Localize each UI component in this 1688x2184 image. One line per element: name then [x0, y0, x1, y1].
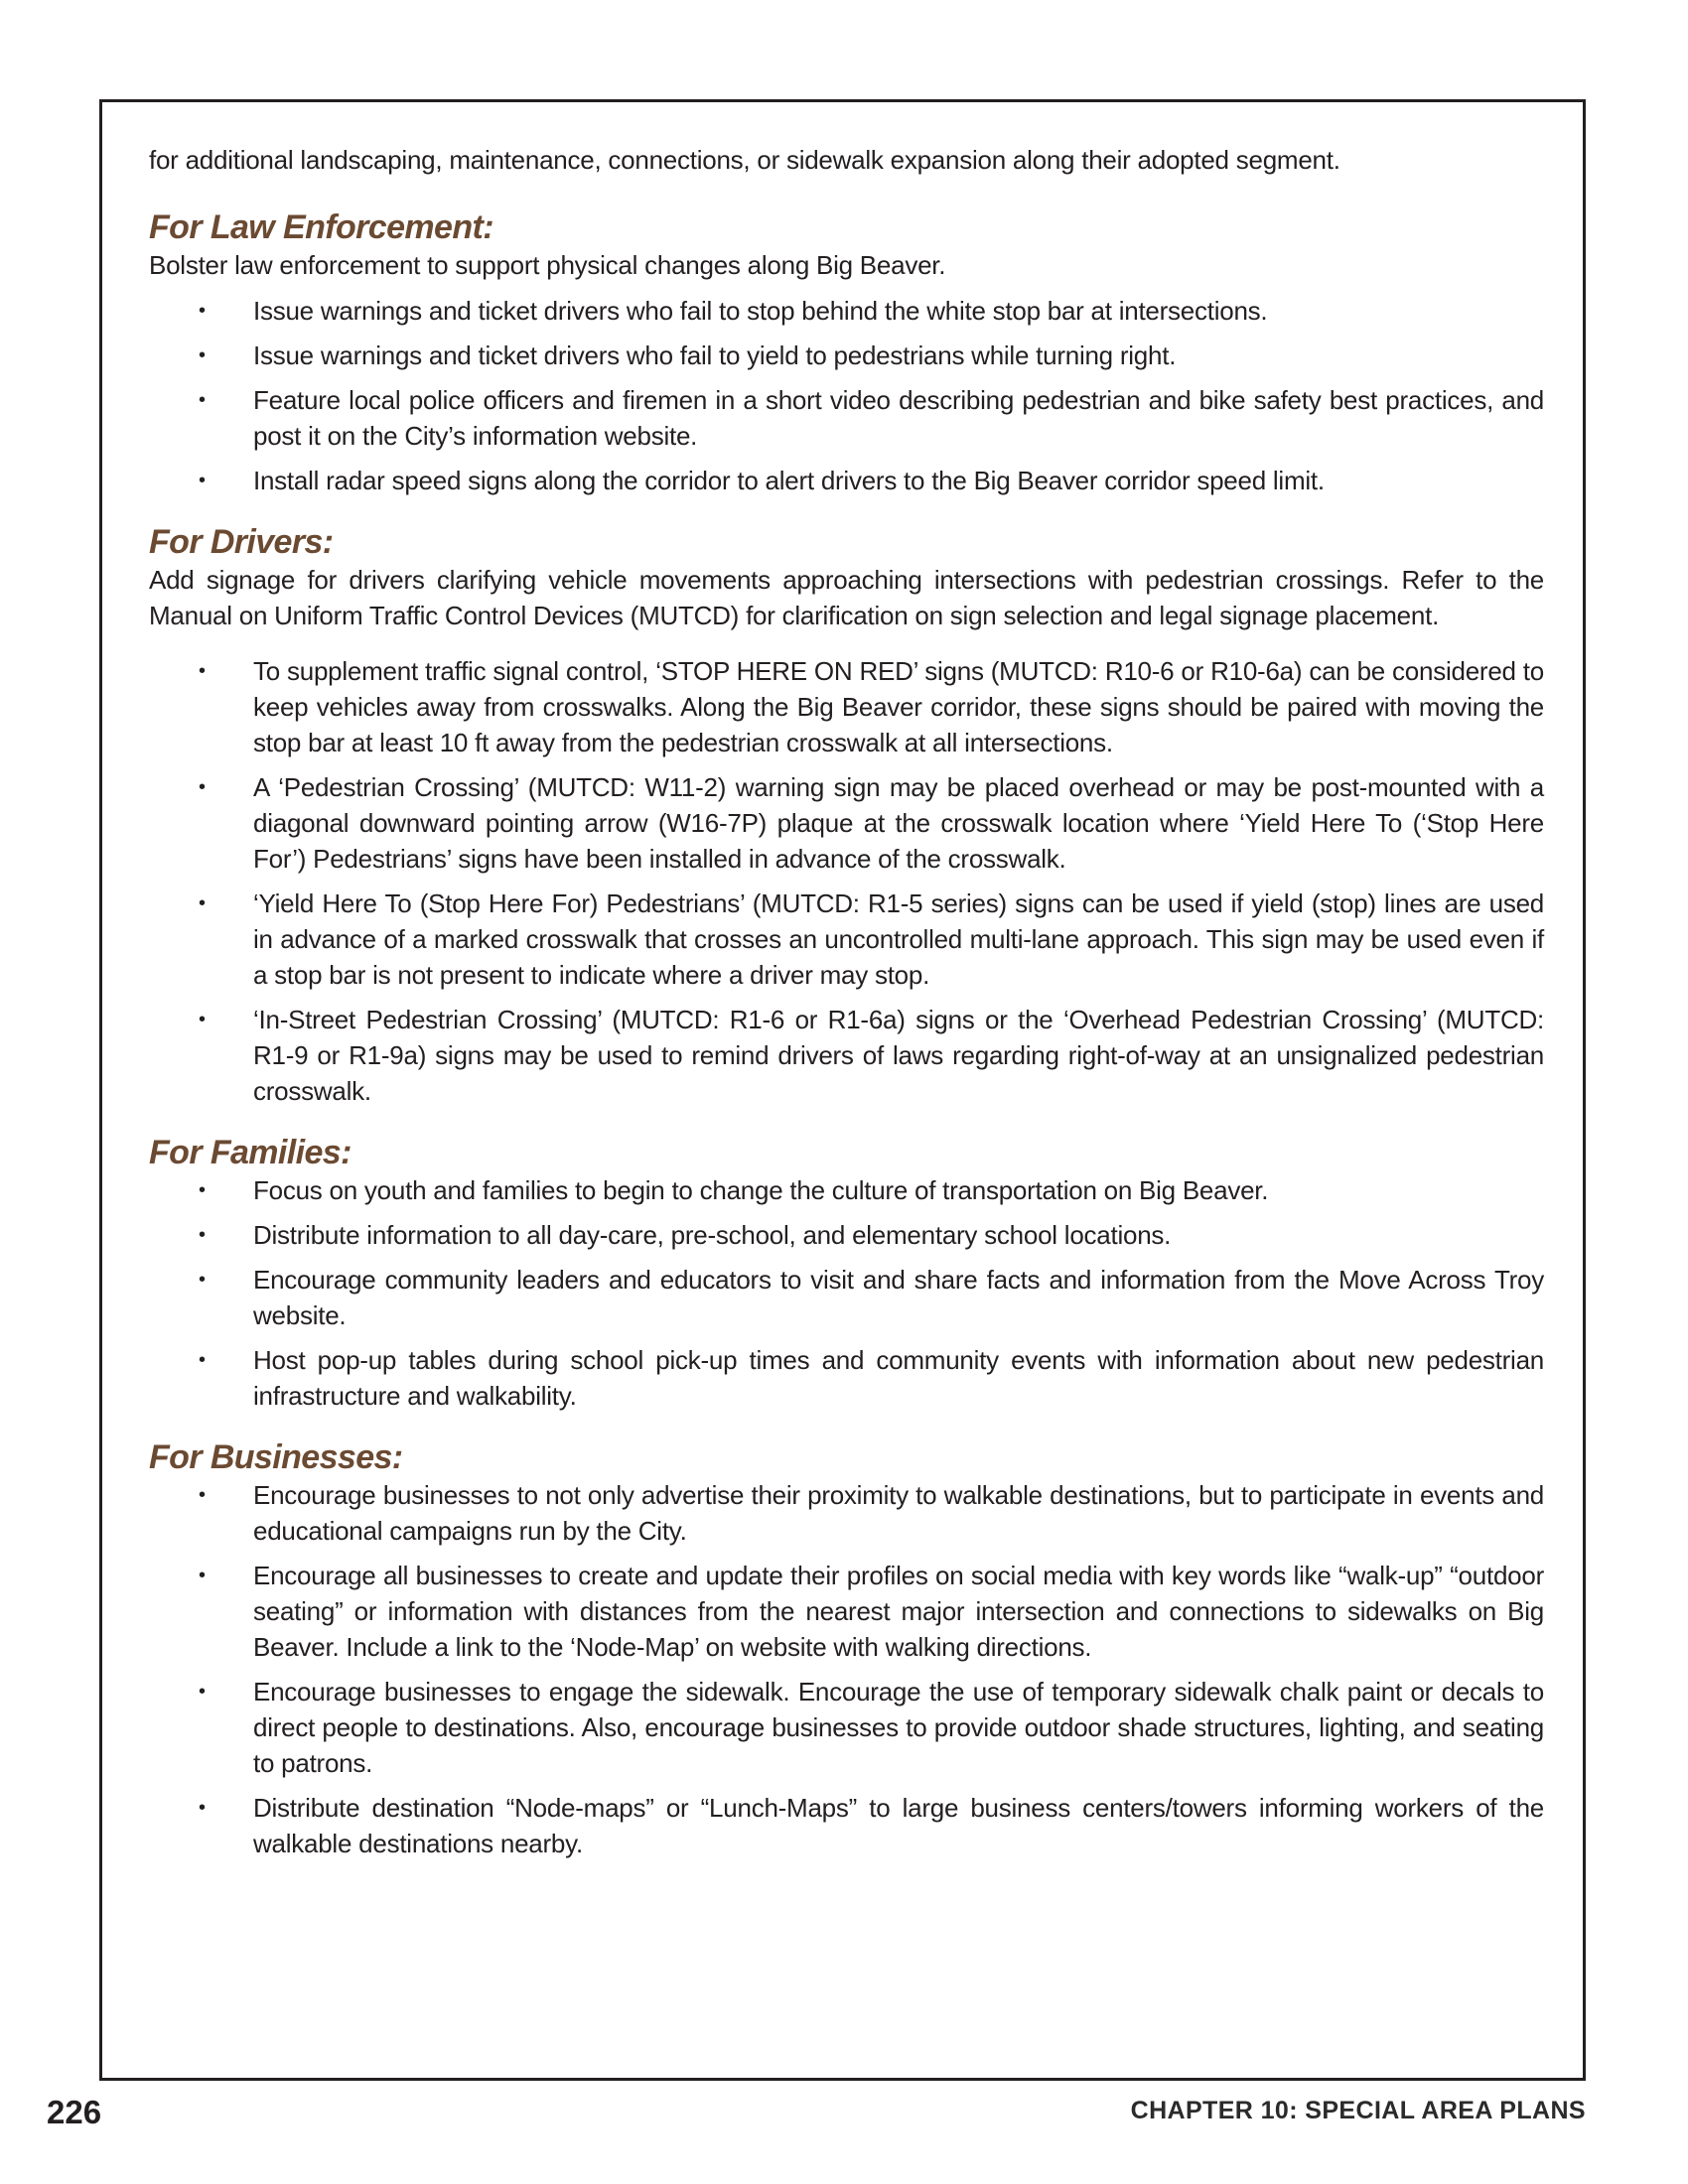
bullet-icon: •	[199, 1179, 206, 1201]
list-item: • Install radar speed signs along the corridor to alert drivers to the Big Beaver corridor speed limit.	[149, 463, 1544, 498]
list-item: • Feature local police officers and firemen in a short video describing pedestrian and bike safety best practices, and post it on the City’s information website.	[149, 382, 1544, 454]
families-list	[149, 1172, 1544, 1414]
list-item: • To supplement traffic signal control, ‘STOP HERE ON RED’ signs (MUTCD: R10-6 or R10-6a) can be considered to keep vehicles away from crosswalks. Along the Big Beaver corridor, these signs should be paired with moving the stop bar at least 10 ft away from the pedestrian crosswalk at all intersections.	[149, 653, 1544, 760]
list-item: • Issue warnings and ticket drivers who fail to yield to pedestrians while turning right.	[149, 338, 1544, 373]
families-section	[149, 1133, 1544, 1414]
bullet-icon: •	[199, 1224, 206, 1246]
list-item: • Issue warnings and ticket drivers who fail to stop behind the white stop bar at intersections.	[149, 293, 1544, 329]
drivers-intro: Add signage for drivers clarifying vehicle movements approaching intersections with pedestrian crossings. Refer to the Manual on Uniform Traffic Control Devices (MUTCD) for clarification on sign selection and legal signage placement.	[149, 565, 1544, 630]
drivers-list	[149, 653, 1544, 1109]
law-enforcement-intro: Bolster law enforcement to support physical changes along Big Beaver.	[149, 250, 946, 280]
bullet-icon: •	[199, 1565, 206, 1586]
list-item: • ‘Yield Here To (Stop Here For) Pedestrians’ (MUTCD: R1-5 series) signs can be used if yield (stop) lines are used in advance of a marked crosswalk that crosses an uncontrolled multi-lane approach. This sign may be used even if a stop bar is not present to indicate where a driver may stop.	[149, 886, 1544, 993]
law-enforcement-heading: For Law Enforcement:	[149, 208, 493, 246]
families-heading: For Families:	[149, 1134, 352, 1171]
bullet-icon: •	[199, 344, 206, 366]
law-enforcement-list	[149, 293, 1544, 498]
drivers-heading: For Drivers:	[149, 523, 334, 561]
drivers-section	[149, 522, 1544, 1109]
chapter-title: CHAPTER 10: SPECIAL AREA PLANS	[1130, 2097, 1586, 2124]
bullet-icon: •	[199, 389, 206, 411]
law-enforcement-section	[149, 207, 1544, 498]
list-item: • Encourage businesses to not only advertise their proximity to walkable destinations, but to participate in events and educational campaigns run by the City.	[149, 1477, 1544, 1549]
bullet-icon: •	[199, 1797, 206, 1819]
list-item: • Encourage all businesses to create and update their profiles on social media with key words like “walk-up” “outdoor seating” or information with distances from the nearest major intersection and connections to sidewalks on Big Beaver. Include a link to the ‘Node-Map’ on website with walking directions.	[149, 1558, 1544, 1665]
bullet-icon: •	[199, 1681, 206, 1703]
bullet-icon: •	[199, 660, 206, 682]
page-number: 226	[47, 2094, 102, 2130]
list-item: • Encourage community leaders and educators to visit and share facts and information from the Move Across Troy website.	[149, 1262, 1544, 1333]
businesses-section	[149, 1437, 1544, 1861]
list-item: • Encourage businesses to engage the sidewalk. Encourage the use of temporary sidewalk chalk paint or decals to direct people to destinations. Also, encourage businesses to provide outdoor shade structures, lighting, and seating to patrons.	[149, 1674, 1544, 1781]
list-item: • Distribute information to all day-care, pre-school, and elementary school locations.	[149, 1217, 1544, 1253]
intro-paragraph: for additional landscaping, maintenance, connections, or sidewalk expansion along their adopted segment.	[149, 145, 1340, 175]
list-item: • Host pop-up tables during school pick-up times and community events with information about new pedestrian infrastructure and walkability.	[149, 1342, 1544, 1414]
list-item: • A ‘Pedestrian Crossing’ (MUTCD: W11-2) warning sign may be placed overhead or may be post-mounted with a diagonal downward pointing arrow (W16-7P) plaque at the crosswalk location where ‘Yield Here To (‘Stop Here For’) Pedestrians’ signs have been installed in advance of the crosswalk.	[149, 769, 1544, 877]
bullet-icon: •	[199, 470, 206, 491]
bullet-icon: •	[199, 1484, 206, 1506]
bullet-icon: •	[199, 300, 206, 322]
list-item: • Distribute destination “Node-maps” or “Lunch-Maps” to large business centers/towers informing workers of the walkable destinations nearby.	[149, 1790, 1544, 1861]
page-content	[149, 142, 1544, 1870]
businesses-list	[149, 1477, 1544, 1861]
bullet-icon: •	[199, 1009, 206, 1030]
businesses-heading: For Businesses:	[149, 1438, 403, 1476]
bullet-icon: •	[199, 1269, 206, 1291]
bullet-icon: •	[199, 1349, 206, 1371]
bullet-icon: •	[199, 892, 206, 914]
list-item: • Focus on youth and families to begin to change the culture of transportation on Big Beaver.	[149, 1172, 1544, 1208]
bullet-icon: •	[199, 776, 206, 798]
list-item: • ‘In-Street Pedestrian Crossing’ (MUTCD: R1-6 or R1-6a) signs or the ‘Overhead Pedestrian Crossing’ (MUTCD: R1-9 or R1-9a) signs may be used to remind drivers of laws regarding right-of-way at an unsignalized pedestrian crosswalk.	[149, 1002, 1544, 1109]
